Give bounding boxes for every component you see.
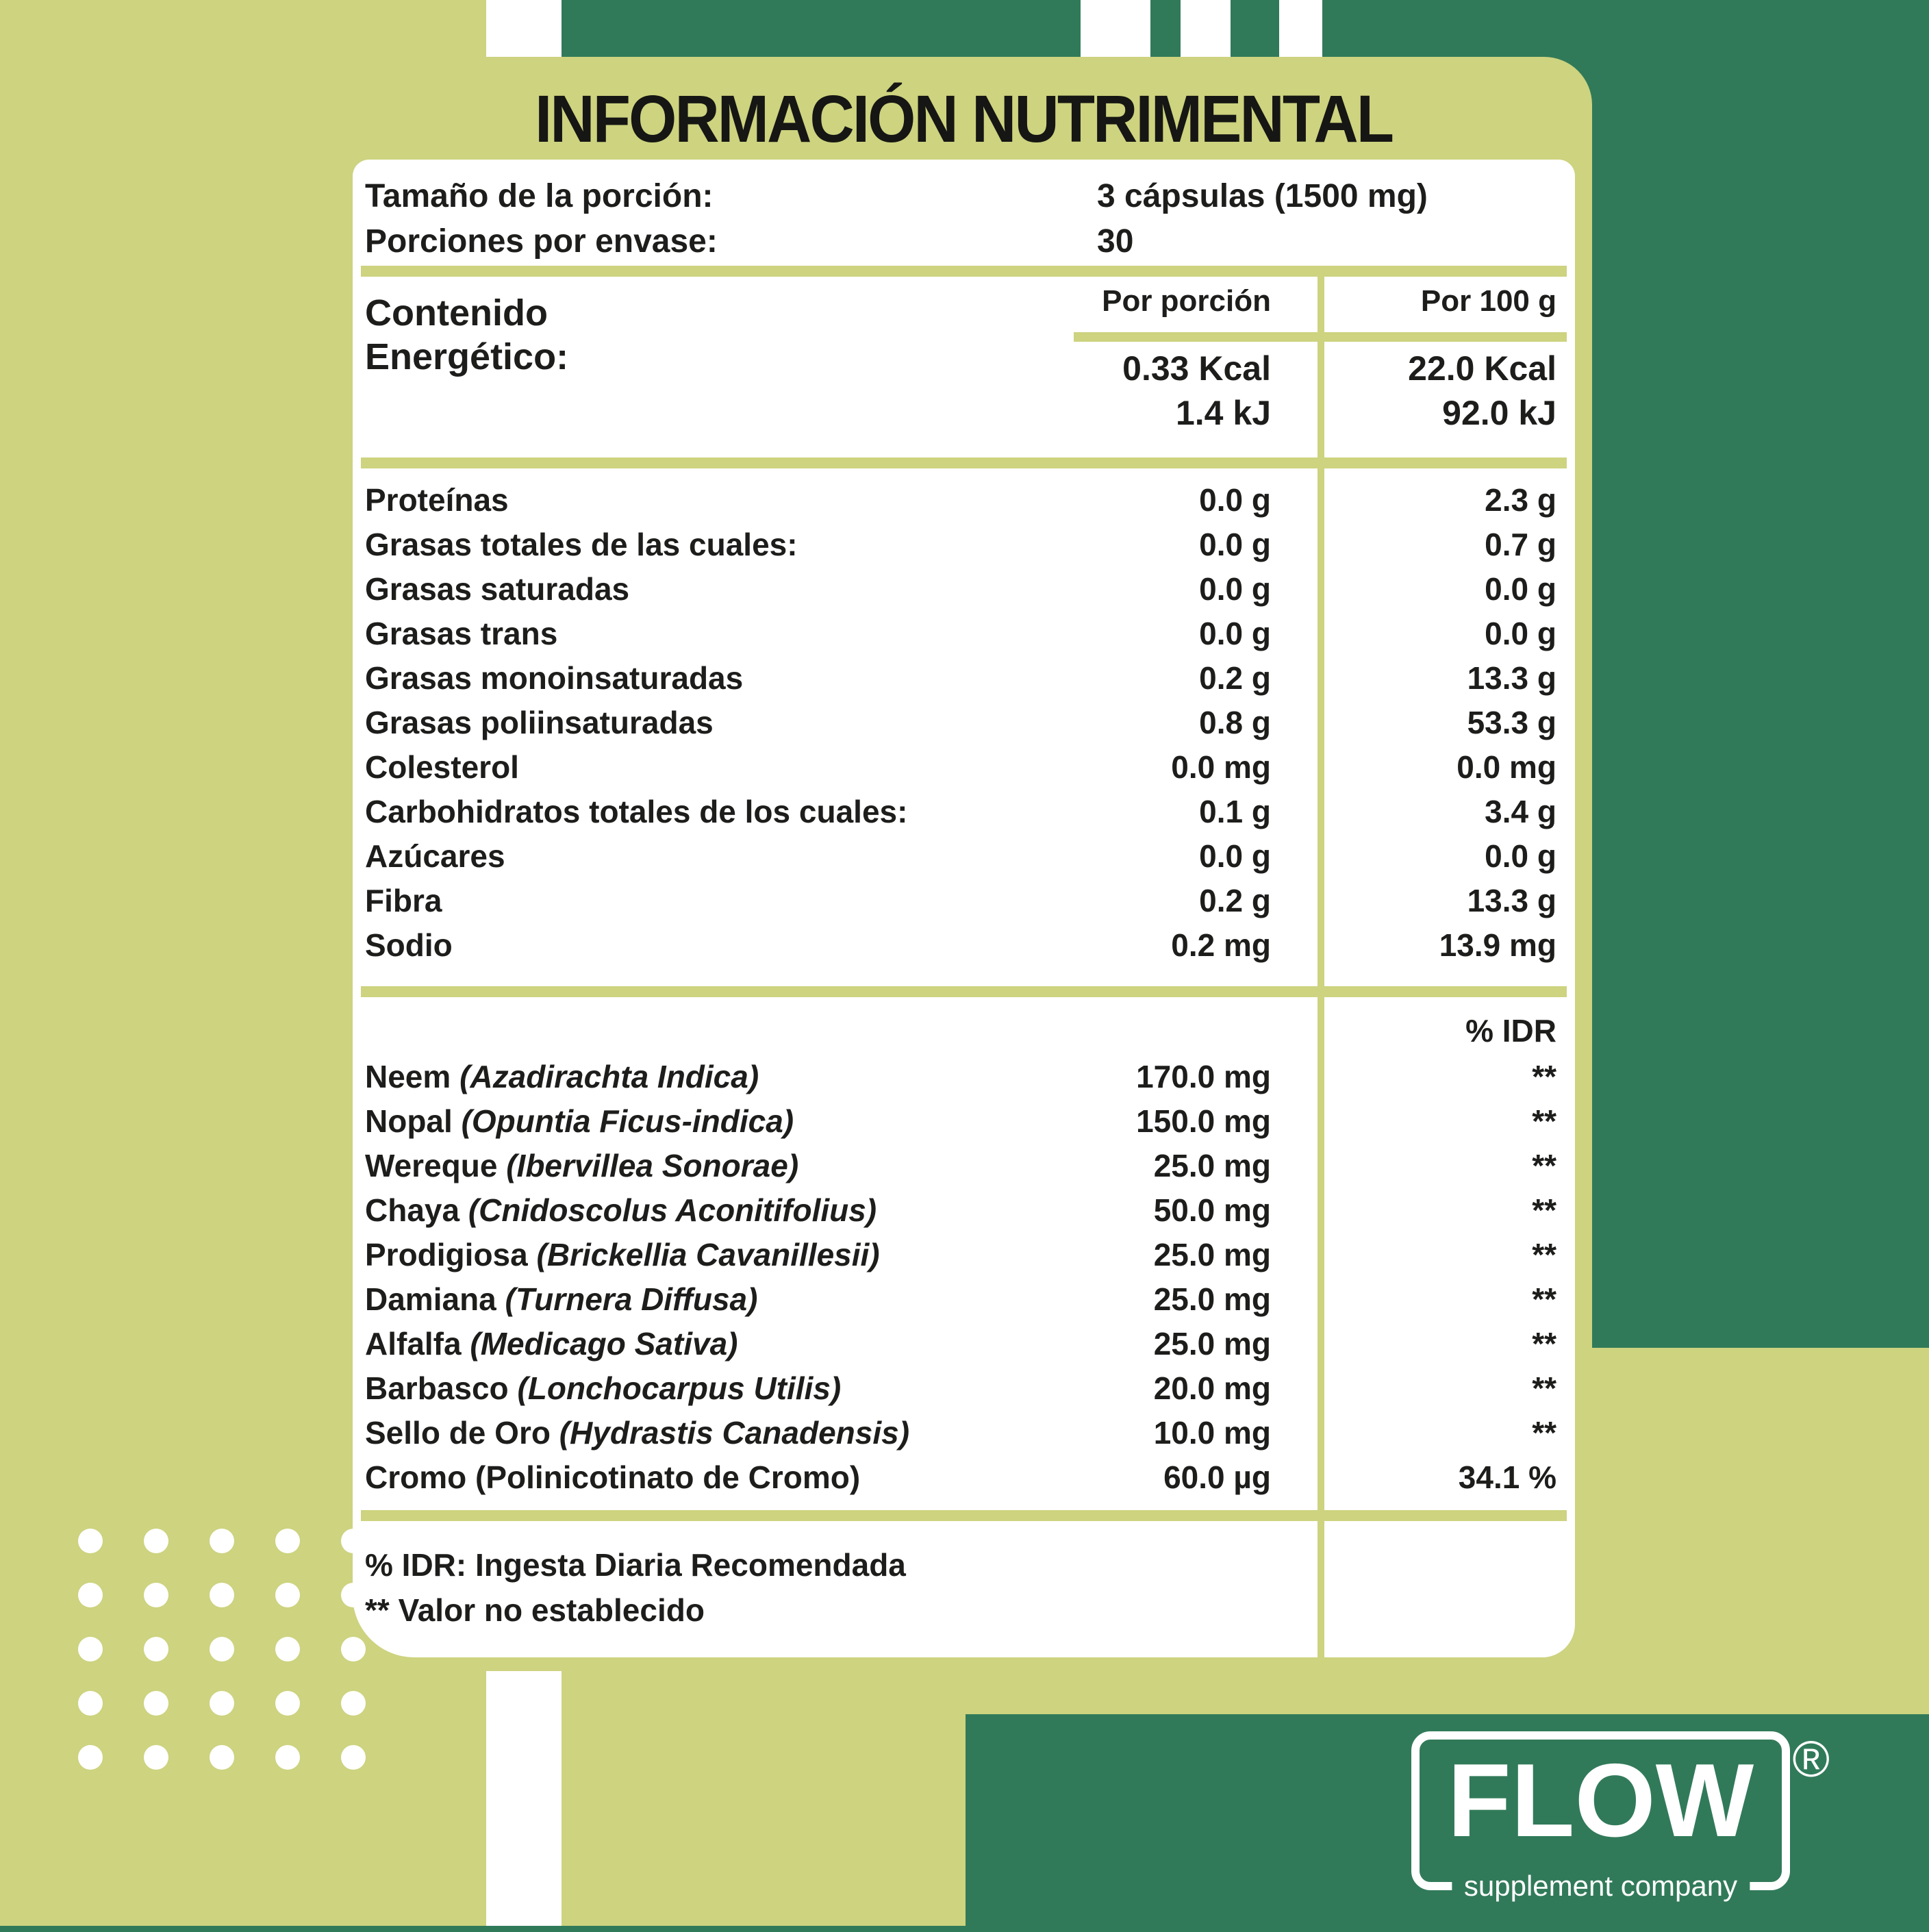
- dot: [78, 1745, 103, 1770]
- nutrient-per100-value: 3.4 g: [1485, 793, 1556, 829]
- nutrient-per100-value: 0.0 g: [1485, 615, 1556, 651]
- column-header-portion: Por porción: [1102, 284, 1271, 318]
- nutrient-row: [353, 833, 1575, 878]
- flow-logo-subtitle: supplement company: [1452, 1870, 1750, 1903]
- page-title: INFORMACIÓN NUTRIMENTAL: [535, 81, 1393, 156]
- ingredient-row: [353, 1321, 1575, 1366]
- ingredient-amount: 10.0 mg: [1153, 1414, 1271, 1451]
- dot: [210, 1691, 234, 1716]
- nutrient-per100-value: 0.7 g: [1485, 526, 1556, 562]
- idr-header: % IDR: [1465, 1013, 1556, 1049]
- nutrient-portion-value: 0.0 g: [1199, 615, 1271, 651]
- energy-label-line1-row: [353, 290, 1575, 336]
- footnote-row-1: [353, 1542, 1575, 1588]
- dot: [341, 1745, 366, 1770]
- flow-logo: [1411, 1731, 1830, 1902]
- ingredient-scientific-name: (Turnera Diffusa): [505, 1281, 758, 1317]
- servings-per-container-row: [353, 218, 1575, 264]
- ingredient-row: [353, 1410, 1575, 1455]
- dot: [210, 1637, 234, 1661]
- registered-trademark-icon: ®: [1792, 1731, 1830, 1787]
- footnote-asterisks: ** Valor no establecido: [365, 1592, 705, 1628]
- ingredient-amount: 25.0 mg: [1153, 1147, 1271, 1183]
- nutrient-per100-value: 0.0 g: [1485, 570, 1556, 607]
- ingredient-row: [353, 1366, 1575, 1410]
- ingredient-amount: 60.0 µg: [1163, 1459, 1271, 1495]
- ingredient-row: [353, 1188, 1575, 1232]
- nutrient-row: [353, 611, 1575, 655]
- ingredient-scientific-name: (Opuntia Ficus-indica): [461, 1103, 794, 1139]
- dot: [210, 1745, 234, 1770]
- dot: [210, 1529, 234, 1553]
- ingredient-idr-value: **: [1532, 1325, 1556, 1362]
- energy-portion-kcal: 0.33 Kcal: [1122, 349, 1271, 388]
- ingredient-idr-value: **: [1532, 1414, 1556, 1451]
- nutrient-table: [353, 477, 1575, 967]
- ingredient-scientific-name: (Azadirachta Indica): [459, 1058, 759, 1094]
- ingredient-idr-value: **: [1532, 1370, 1556, 1406]
- nutrient-name: Carbohidratos totales de los cuales:: [365, 793, 908, 829]
- olive-right-band: [1592, 1348, 1929, 1714]
- dot: [210, 1583, 234, 1607]
- dot: [341, 1691, 366, 1716]
- nutrient-name: Grasas totales de las cuales:: [365, 526, 798, 562]
- ingredient-scientific-name: (Lonchocarpus Utilis): [517, 1370, 842, 1406]
- dot: [144, 1583, 168, 1607]
- energy-per100-kj: 92.0 kJ: [1442, 394, 1556, 432]
- energy-kj-row: [353, 390, 1575, 436]
- footnote-idr: % IDR: Ingesta Diaria Recomendada: [365, 1547, 906, 1583]
- nutrient-per100-value: 13.3 g: [1467, 882, 1556, 918]
- nutrient-per100-value: 2.3 g: [1485, 481, 1556, 518]
- nutrient-portion-value: 0.0 g: [1199, 481, 1271, 518]
- ingredient-idr-value: **: [1532, 1103, 1556, 1139]
- ingredient-amount: 50.0 mg: [1153, 1192, 1271, 1228]
- ingredient-name: Alfalfa (Medicago Sativa): [365, 1325, 738, 1362]
- ingredient-idr-value: **: [1532, 1147, 1556, 1183]
- nutrient-row: [353, 878, 1575, 923]
- nutrient-name: Grasas poliinsaturadas: [365, 704, 714, 740]
- serving-size-value: 3 cápsulas (1500 mg): [1097, 177, 1428, 214]
- column-header-per100: Por 100 g: [1420, 284, 1556, 318]
- idr-header-row: [353, 1008, 1575, 1053]
- nutrient-per100-value: 13.9 mg: [1439, 927, 1556, 963]
- ingredient-name: Cromo (Polinicotinato de Cromo): [365, 1459, 861, 1495]
- ingredient-idr-value: **: [1532, 1058, 1556, 1094]
- white-stripe: [1279, 0, 1322, 57]
- dot: [275, 1529, 300, 1553]
- nutrient-portion-value: 0.2 g: [1199, 882, 1271, 918]
- ingredient-scientific-name: (Medicago Sativa): [470, 1325, 738, 1362]
- nutrient-name: Fibra: [365, 882, 442, 918]
- ingredient-name: Damiana (Turnera Diffusa): [365, 1281, 758, 1317]
- energy-kcal-row: [353, 346, 1575, 391]
- servings-per-container-value: 30: [1097, 223, 1134, 260]
- ingredient-row: [353, 1054, 1575, 1099]
- nutrient-row: [353, 655, 1575, 700]
- ingredient-amount: 20.0 mg: [1153, 1370, 1271, 1406]
- dot: [144, 1637, 168, 1661]
- ingredient-idr-value: **: [1532, 1281, 1556, 1317]
- ingredient-amount: 25.0 mg: [1153, 1325, 1271, 1362]
- nutrient-name: Proteínas: [365, 481, 509, 518]
- nutrient-name: Azúcares: [365, 838, 505, 874]
- ingredient-amount: 170.0 mg: [1136, 1058, 1271, 1094]
- nutrient-row: [353, 522, 1575, 566]
- energy-portion-kj: 1.4 kJ: [1175, 394, 1271, 432]
- ingredient-name: Neem (Azadirachta Indica): [365, 1058, 759, 1094]
- nutrient-name: Grasas monoinsaturadas: [365, 660, 744, 696]
- nutrient-portion-value: 0.0 g: [1199, 570, 1271, 607]
- nutrient-portion-value: 0.0 mg: [1171, 749, 1271, 785]
- ingredient-name: Barbasco (Lonchocarpus Utilis): [365, 1370, 842, 1406]
- nutrient-name: Grasas saturadas: [365, 570, 630, 607]
- servings-per-container-label: Porciones por envase:: [365, 223, 718, 260]
- dot: [144, 1529, 168, 1553]
- energy-label-line2: Energético:: [365, 336, 569, 377]
- white-stripe: [486, 0, 562, 57]
- dot: [341, 1637, 366, 1661]
- serving-size-label: Tamaño de la porción:: [365, 177, 714, 214]
- nutrient-row: [353, 789, 1575, 833]
- dot: [144, 1745, 168, 1770]
- nutrient-row: [353, 744, 1575, 789]
- ingredient-idr-value: **: [1532, 1236, 1556, 1272]
- divider-bar: [361, 266, 1567, 277]
- nutrient-row: [353, 477, 1575, 522]
- ingredient-scientific-name: (Brickellia Cavanillesii): [536, 1236, 880, 1272]
- ingredient-name: Wereque (Ibervillea Sonorae): [365, 1147, 799, 1183]
- ingredient-row: [353, 1455, 1575, 1499]
- ingredient-name: Nopal (Opuntia Ficus-indica): [365, 1103, 794, 1139]
- nutrient-per100-value: 13.3 g: [1467, 660, 1556, 696]
- ingredient-scientific-name: (Hydrastis Canadensis): [559, 1414, 910, 1451]
- nutrient-portion-value: 0.1 g: [1199, 793, 1271, 829]
- dot: [144, 1691, 168, 1716]
- ingredient-scientific-name: (Polinicotinato de Cromo): [475, 1459, 861, 1495]
- ingredient-amount: 25.0 mg: [1153, 1281, 1271, 1317]
- divider-bar: [361, 1510, 1567, 1521]
- white-stripe: [1081, 0, 1150, 57]
- nutrient-per100-value: 53.3 g: [1467, 704, 1556, 740]
- energy-label-line1: Contenido: [365, 292, 548, 334]
- dot: [275, 1745, 300, 1770]
- dot: [275, 1583, 300, 1607]
- serving-size-row: [353, 173, 1575, 218]
- nutrient-portion-value: 0.8 g: [1199, 704, 1271, 740]
- ingredient-idr-value: 34.1 %: [1458, 1459, 1556, 1495]
- ingredient-scientific-name: (Ibervillea Sonorae): [506, 1147, 799, 1183]
- nutrient-portion-value: 0.2 g: [1199, 660, 1271, 696]
- nutrient-portion-value: 0.0 g: [1199, 526, 1271, 562]
- ingredient-name: Prodigiosa (Brickellia Cavanillesii): [365, 1236, 880, 1272]
- flow-logo-wordmark: FLOW: [1447, 1742, 1754, 1859]
- dot: [78, 1529, 103, 1553]
- energy-per100-kcal: 22.0 Kcal: [1408, 349, 1556, 388]
- green-right-column: [1592, 0, 1929, 1348]
- footnote-row-2: [353, 1588, 1575, 1633]
- dot: [78, 1583, 103, 1607]
- ingredient-row: [353, 1232, 1575, 1277]
- ingredient-row: [353, 1277, 1575, 1321]
- nutrient-name: Colesterol: [365, 749, 519, 785]
- nutrient-name: Sodio: [365, 927, 453, 963]
- ingredient-table: [353, 1054, 1575, 1499]
- divider-bar: [361, 986, 1567, 997]
- ingredient-row: [353, 1143, 1575, 1188]
- ingredient-amount: 25.0 mg: [1153, 1236, 1271, 1272]
- nutrient-portion-value: 0.0 g: [1199, 838, 1271, 874]
- nutrient-row: [353, 923, 1575, 967]
- dot: [78, 1637, 103, 1661]
- nutrient-per100-value: 0.0 mg: [1457, 749, 1556, 785]
- ingredient-scientific-name: (Cnidoscolus Aconitifolius): [468, 1192, 877, 1228]
- white-bottom-bar: [486, 1671, 562, 1926]
- nutrient-portion-value: 0.2 mg: [1171, 927, 1271, 963]
- nutrient-name: Grasas trans: [365, 615, 558, 651]
- nutrition-card: [353, 160, 1575, 1657]
- nutrient-per100-value: 0.0 g: [1485, 838, 1556, 874]
- ingredient-name: Chaya (Cnidoscolus Aconitifolius): [365, 1192, 877, 1228]
- divider-bar: [361, 457, 1567, 468]
- nutrient-row: [353, 566, 1575, 611]
- divider-bar-sub: [1074, 332, 1567, 342]
- white-stripe: [1181, 0, 1231, 57]
- ingredient-row: [353, 1099, 1575, 1143]
- nutrient-row: [353, 700, 1575, 744]
- ingredient-name: Sello de Oro (Hydrastis Canadensis): [365, 1414, 910, 1451]
- ingredient-amount: 150.0 mg: [1136, 1103, 1271, 1139]
- ingredient-idr-value: **: [1532, 1192, 1556, 1228]
- dot: [275, 1637, 300, 1661]
- dot: [78, 1691, 103, 1716]
- dot: [275, 1691, 300, 1716]
